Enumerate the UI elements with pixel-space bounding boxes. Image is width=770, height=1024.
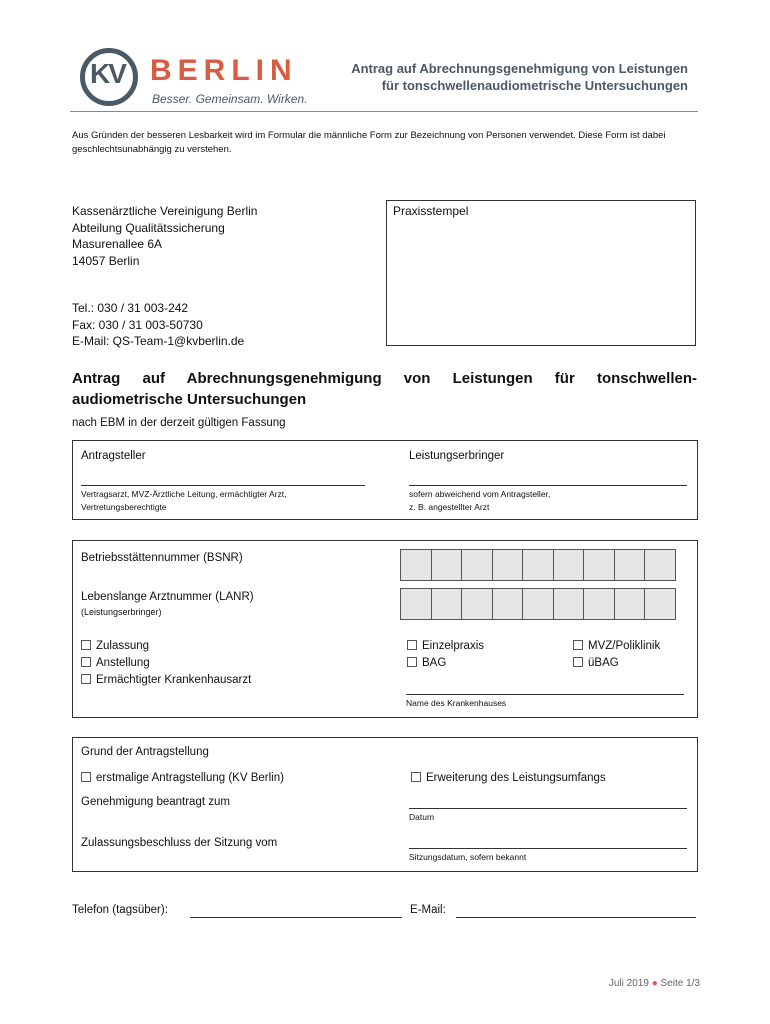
checkbox-ermaechtigter-arzt[interactable] [81,672,251,689]
form-title: Antrag auf Abrechnungsgenehmigung von Leistungen für tonschwellen-audiometrische Untersuchungen [72,370,697,408]
checkbox-first-application[interactable] [81,770,284,787]
bsnr-label: Betriebsstättennummer (BSNR) [81,552,243,564]
applicant-hint [81,488,287,514]
checkbox-icon[interactable] [573,657,583,667]
applicant-label: Antragsteller [81,450,146,462]
lanr-digit[interactable] [522,588,554,620]
checkbox-label: MVZ/Poliklinik [588,640,661,652]
bsnr-digit[interactable] [431,549,463,581]
lanr-digit[interactable] [400,588,432,620]
email-input-line[interactable] [456,917,696,918]
bsnr-digit[interactable] [583,549,615,581]
header-title [308,60,688,94]
bsnr-digit[interactable] [400,549,432,581]
bsnr-digit[interactable] [522,549,554,581]
page-footer [609,978,700,989]
applicant-hint-line: Vertretungsberechtigte [81,502,167,512]
checkbox-icon[interactable] [81,640,91,650]
hospital-name-line[interactable] [406,694,684,695]
lanr-digit[interactable] [431,588,463,620]
checkbox-bag[interactable] [407,655,484,672]
session-date-hint: Sitzungsdatum, sofern bekannt [409,852,527,862]
address-line: 14057 Berlin [72,253,140,268]
lanr-digit[interactable] [614,588,646,620]
kv-berlin-logo [80,48,320,110]
checkbox-icon[interactable] [81,657,91,667]
contact-email: E-Mail: QS-Team-1@kvberlin.de [72,334,245,348]
checkbox-label: erstmalige Antragstellung (KV Berlin) [96,772,284,784]
intro-note: Aus Gründen der besseren Lesbarkeit wird im Formular die männliche Form zur Bezeichnung von Personen verwendet. Diese Form ist dabei geschlechtsunabhängig zu verstehen. [72,130,666,155]
checkbox-extension[interactable] [411,770,606,787]
checkbox-label: Zulassung [96,640,150,652]
address-line: Abteilung Qualitätssicherung [72,220,225,235]
header-divider [70,111,698,112]
email-label: E-Mail: [410,904,446,916]
decision-label: Zulassungsbeschluss der Sitzung vom [81,837,278,849]
lanr-input[interactable] [400,588,675,620]
hospital-name-hint: Name des Krankenhauses [406,698,507,708]
checkbox-label: Ermächtigter Krankenhausarzt [96,674,252,686]
header-title-line2: für tonschwellenaudiometrische Untersuchungen [381,78,688,93]
footer-page-number: Seite 1/3 [660,978,700,989]
applicant-signature-line[interactable] [81,485,365,486]
checkbox-icon[interactable] [407,640,417,650]
bsnr-digit[interactable] [553,549,585,581]
bsnr-input[interactable] [400,549,675,581]
bullet-dot-icon: ● [651,978,658,989]
stamp-label: Praxisstempel [393,204,469,218]
provider-hint-line: z. B. angestellter Arzt [409,502,490,512]
reason-section [72,737,698,872]
logo-kv-text: KV [90,58,125,89]
practice-type-checkboxes [407,638,484,672]
address-line: Kassenärztliche Vereinigung Berlin [72,204,258,218]
lanr-digit[interactable] [583,588,615,620]
practice-type-checkboxes-2 [573,638,660,672]
checkbox-einzelpraxis[interactable] [407,638,484,655]
provider-label: Leistungserbringer [409,450,505,462]
checkbox-label: BAG [422,657,447,669]
checkbox-label: Anstellung [96,657,150,669]
reason-label: Grund der Antragstellung [81,746,209,758]
lanr-digit[interactable] [644,588,676,620]
requested-date-label: Genehmigung beantragt zum [81,796,230,808]
practice-stamp-field[interactable] [386,200,696,346]
checkbox-label: Einzelpraxis [422,640,484,652]
checkbox-icon[interactable] [81,674,91,684]
provider-hint-line: sofern abweichend vom Antragsteller, [409,489,551,499]
checkbox-label: Erweiterung des Leistungsumfangs [426,772,606,784]
checkbox-icon[interactable] [407,657,417,667]
contact-phone: Tel.: 030 / 31 003-242 [72,301,189,315]
checkbox-mvz[interactable] [573,638,660,655]
header-title-line1: Antrag auf Abrechnungsgenehmigung von Leistungen [351,61,688,76]
checkbox-icon[interactable] [81,772,91,782]
phone-input-line[interactable] [190,917,402,918]
lanr-digit[interactable] [461,588,493,620]
lanr-digit[interactable] [492,588,524,620]
lanr-hint: (Leistungserbringer) [81,607,162,617]
footer-date: Juli 2019 [608,978,649,989]
contact-fax: Fax: 030 / 31 003-50730 [72,317,203,332]
provider-hint [409,488,550,514]
session-date-line[interactable] [409,848,687,849]
bsnr-digit[interactable] [614,549,646,581]
phone-label: Telefon (tagsüber): [72,904,168,916]
logo-city-text: BERLIN [150,54,298,87]
status-checkboxes [81,638,251,689]
bsnr-digit[interactable] [492,549,524,581]
logo-slogan: Besser. Gemeinsam. Wirken. [152,92,308,106]
bsnr-digit[interactable] [461,549,493,581]
provider-signature-line[interactable] [409,485,687,486]
lanr-digit[interactable] [553,588,585,620]
requested-date-hint: Datum [409,812,435,822]
applicant-hint-line: Vertragsarzt, MVZ-Ärztliche Leitung, ermächtigter Arzt, [81,489,287,499]
address-line: Masurenallee 6A [72,237,163,251]
checkbox-icon[interactable] [573,640,583,650]
practice-details-section [72,540,698,718]
checkbox-anstellung[interactable] [81,655,251,672]
contact-info [72,300,244,350]
checkbox-label: üBAG [588,657,619,669]
lanr-label: Lebenslange Arztnummer (LANR) [81,591,254,603]
applicant-section [72,440,698,520]
form-subtitle: nach EBM in der derzeit gültigen Fassung [72,417,286,429]
bsnr-digit[interactable] [644,549,676,581]
checkbox-uebag[interactable] [573,655,660,672]
checkbox-icon[interactable] [411,772,421,782]
requested-date-line[interactable] [409,808,687,809]
recipient-address [72,203,257,269]
checkbox-zulassung[interactable] [81,638,251,655]
